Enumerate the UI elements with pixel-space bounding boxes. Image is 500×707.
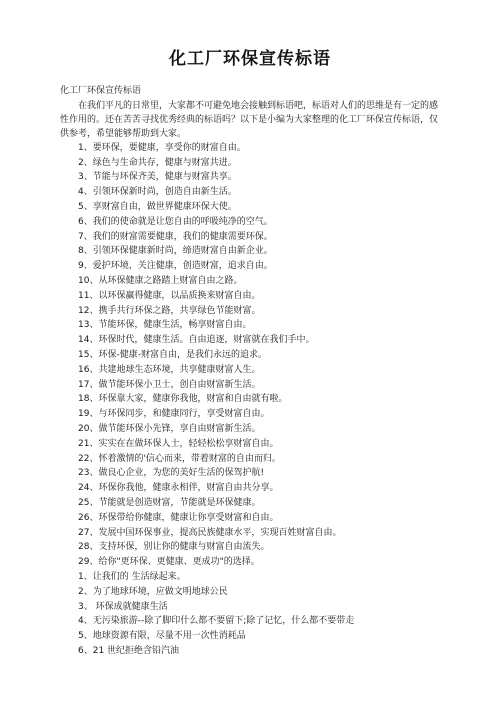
list-item: 20、做节能环保小先锋，享自由财富新生活。 xyxy=(78,423,261,434)
list-item: 10、从环保健康之路踏上财富自由之路。 xyxy=(78,275,243,286)
list-item: 2、为了地球环境，应做文明地球公民 xyxy=(78,586,228,597)
list-item: 5、地球资源有限，尽量不用一次性消耗品 xyxy=(78,631,246,642)
list-item: 4、引领环保新时尚，创造自由新生活。 xyxy=(78,187,237,198)
list-item: 18、环保靠大家，健康你我他，财富和自由就有啦。 xyxy=(78,394,288,405)
list-item: 21、实实在在做环保人士，轻轻松松享财富自由。 xyxy=(78,438,279,449)
list-item: 15、环保-健康-财富自由，是我们永远的追求。 xyxy=(78,349,267,360)
list-item: 13、节能环保，健康生活，畅享财富自由。 xyxy=(78,320,252,331)
document-subtitle: 化工厂环保宣传标语 xyxy=(60,86,142,96)
list-item: 1、要环保，要健康，享受你的财富自由。 xyxy=(78,142,246,153)
list-item: 9、爱护环境，关注健康，创造财富，追求自由。 xyxy=(78,261,273,272)
list-item: 19、与环保同步，和健康同行，享受财富自由。 xyxy=(78,409,270,420)
list-item: 11、以环保赢得健康，以品质换来财富自由。 xyxy=(78,290,261,301)
list-item: 29、给你"更环保、更健康、更成功"的选择。 xyxy=(78,557,260,568)
list-item: 24、环保你我他，健康永相伴，财富自由共分享。 xyxy=(78,483,279,494)
list-item: 6、21 世纪拒绝含铅汽油 xyxy=(78,645,180,656)
list-item: 14、环保时代，健康生活。自由追逐，财富就在我们手中。 xyxy=(78,335,315,346)
list-item: 17、做节能环保小卫士，创自由财富新生活。 xyxy=(78,379,261,390)
list-item: 8、引领环保健康新时尚，缔造财富自由新企业。 xyxy=(78,246,273,257)
list-item: 3、 环保成就健康生活 xyxy=(78,601,168,612)
list-item: 27、发展中国环保事业，提高民族健康水平，实现百姓财富自由。 xyxy=(78,527,342,538)
list-item: 22、怀着激情的'信心而来，带着财富的自由而归。 xyxy=(78,453,281,464)
list-item: 12、携手共行环保之路，共享绿色节能财富。 xyxy=(78,305,261,316)
list-item: 25、节能就是创造财富，节能就是环保健康。 xyxy=(78,497,261,508)
slogan-list-2 xyxy=(60,570,444,659)
page-title: 化工厂环保宣传标语 xyxy=(169,49,331,69)
list-item: 7、我们的财富需要健康，我们的健康需要环保。 xyxy=(78,231,273,242)
list-item: 23、做良心企业，为您的美好生活的保驾护航! xyxy=(78,468,265,479)
list-item: 5、享财富自由，做世界健康环保大使。 xyxy=(78,201,237,212)
intro-paragraph: 在我们平凡的日常里，大家都不可避免地会接触到标语吧，标语对人们的思维是有一定的感性作用的。还在苦苦寻找优秀经典的标语吗？以下是小编为大家整理的化工厂环保宣传标语，仅供参考，希望能够帮助到大家。 xyxy=(60,100,439,139)
list-item: 4、无污染旅游--除了脚印什么都不要留下;除了记忆，什么都不要带走 xyxy=(78,616,355,627)
list-item: 3、节能与环保齐美，健康与财富共享。 xyxy=(78,172,237,183)
list-item: 1、让我们的 生活绿起来。 xyxy=(78,571,186,582)
list-item: 26、环保带给你健康，健康让你享受财富和自由。 xyxy=(78,512,279,523)
document-body xyxy=(60,84,444,659)
list-item: 28、支持环保，别让你的健康与财富自由流失。 xyxy=(78,542,270,553)
list-item: 6、我们的使命就是让您自由的呼吸纯净的空气。 xyxy=(78,216,273,227)
list-item: 2、绿色与生命共存，健康与财富共进。 xyxy=(78,157,237,168)
slogan-list xyxy=(60,141,444,570)
list-item: 16、共建地球生态环境，共享健康财富人生。 xyxy=(78,364,261,375)
